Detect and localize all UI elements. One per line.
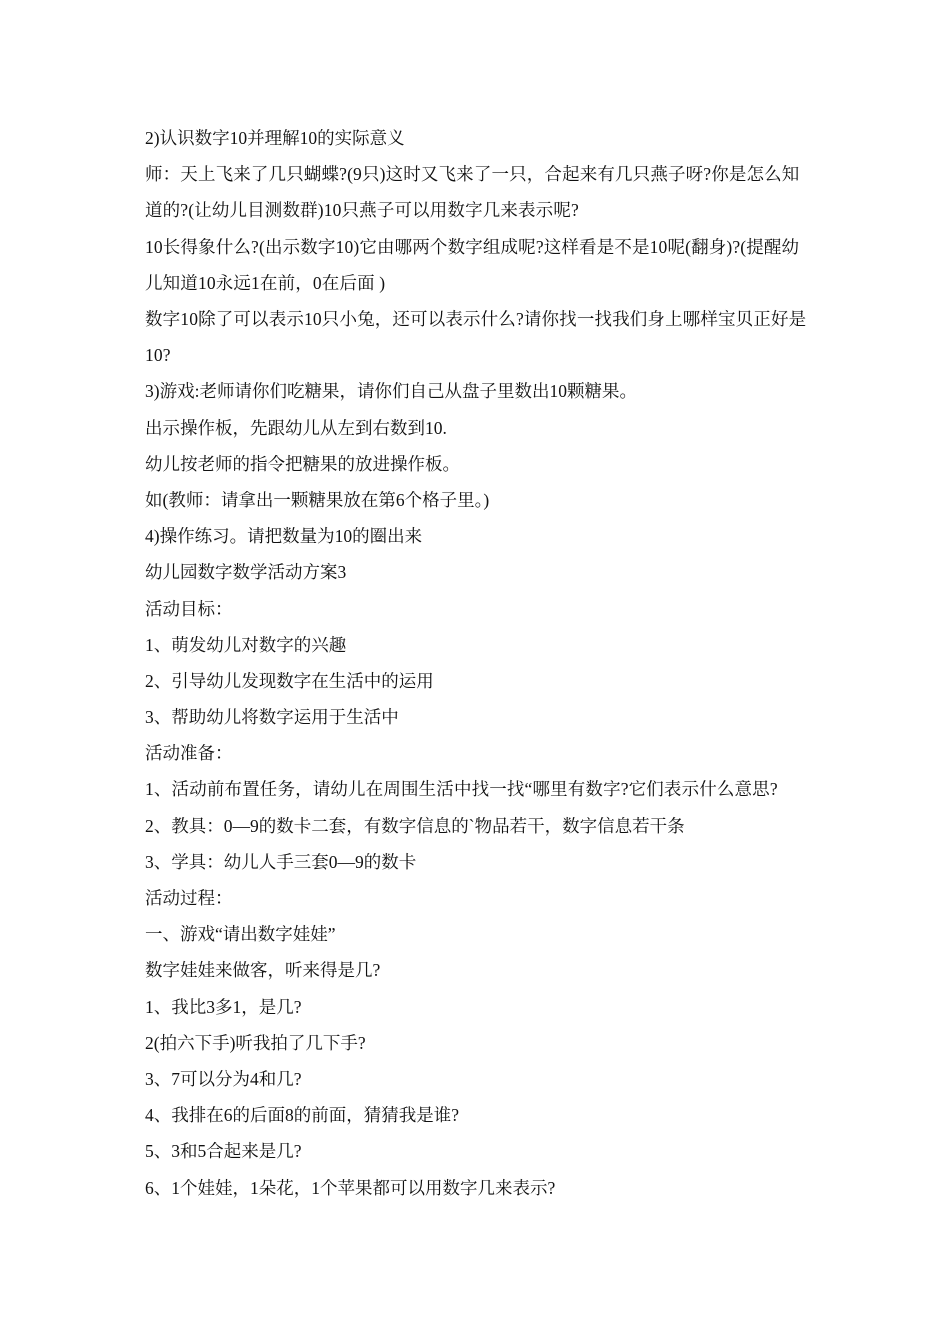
paragraph-6: 出示操作板，先跟幼儿从左到右数到10.	[145, 417, 447, 438]
document-body	[145, 120, 810, 1206]
process-heading: 活动过程：	[145, 888, 233, 909]
question-item: 2(拍六下手)听我拍了几下手?	[145, 1032, 366, 1053]
process-step-heading: 一、游戏“请出数字娃娃”	[145, 924, 336, 945]
paragraph-1: 2)认识数字10并理解10的实际意义	[145, 128, 405, 148]
preparation-heading: 活动准备：	[145, 743, 233, 764]
question-item: 3、7可以分为4和几?	[145, 1068, 302, 1089]
section-heading: 幼儿园数字数学活动方案3	[145, 562, 347, 583]
paragraph-2: 师：天上飞来了几只蝴蝶?(9只)这时又飞来了一只，合起来有几只燕子呀?你是怎么知道的?(让幼儿目测数群)10只燕子可以用数字几来表示呢?	[145, 164, 800, 221]
preparation-item: 2、教具：0—9的数卡二套，有数字信息的`物品若干，数字信息若干条	[145, 815, 685, 836]
paragraph-9: 4)操作练习。请把数量为10的圈出来	[145, 526, 423, 547]
goals-heading: 活动目标：	[145, 598, 233, 619]
goal-item: 3、帮助幼儿将数字运用于生活中	[145, 707, 399, 728]
preparation-item: 3、学具：幼儿人手三套0—9的数卡	[145, 851, 417, 872]
preparation-item: 1、活动前布置任务，请幼儿在周围生活中找一找“哪里有数字?它们表示什么意思?	[145, 779, 778, 800]
question-item: 1、我比3多1，是几?	[145, 996, 302, 1017]
paragraph-8: 如(教师：请拿出一颗糖果放在第6个格子里。)	[145, 489, 490, 510]
paragraph-5: 3)游戏:老师请你们吃糖果，请你们自己从盘子里数出10颗糖果。	[145, 381, 637, 402]
paragraph-3: 10长得象什么?(出示数字10)它由哪两个数字组成呢?这样看是不是10呢(翻身)?(提醒幼儿知道10永远1在前，0在后面 )	[145, 236, 800, 293]
process-text: 数字娃娃来做客，听来得是几?	[145, 960, 381, 981]
paragraph-7: 幼儿按老师的指令把糖果的放进操作板。	[145, 453, 460, 474]
question-item: 5、3和5合起来是几?	[145, 1141, 302, 1162]
goal-item: 1、萌发幼儿对数字的兴趣	[145, 634, 347, 655]
paragraph-4: 数字10除了可以表示10只小兔，还可以表示什么?请你找一找我们身上哪样宝贝正好是10?	[145, 309, 807, 366]
goal-item: 2、引导幼儿发现数字在生活中的运用	[145, 670, 434, 691]
question-item: 4、我排在6的后面8的前面，猜猜我是谁?	[145, 1105, 460, 1126]
question-item: 6、1个娃娃，1朵花，1个苹果都可以用数字几来表示?	[145, 1177, 556, 1198]
